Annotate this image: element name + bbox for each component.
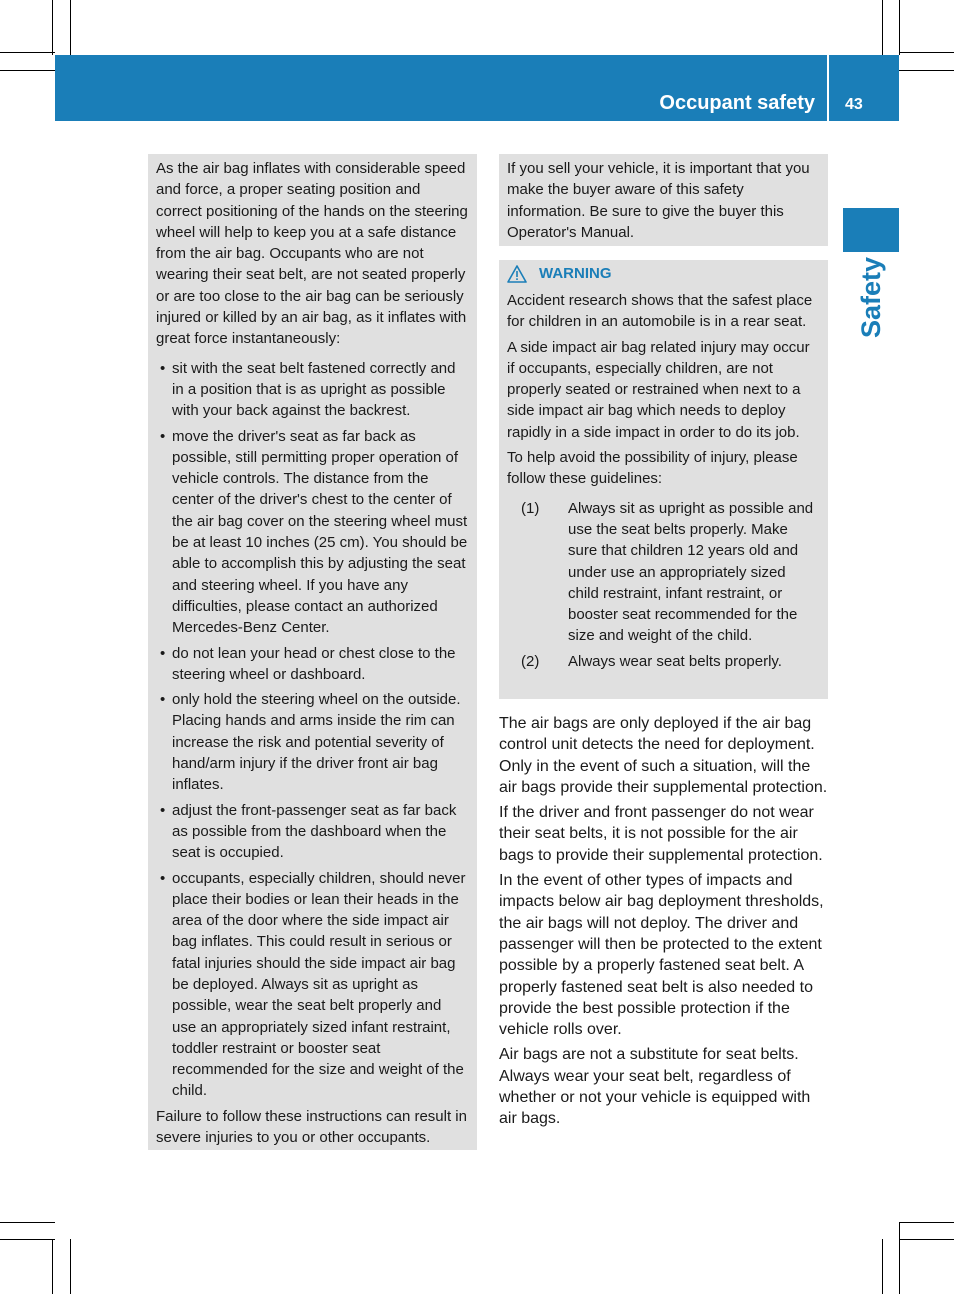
intro-paragraph: As the air bag inflates with considerable speed and force, a proper seating position and correct positioning of the hands on the steering wheel will help to keep you at a safe distance from the air bag. Occupants who are not wearing their seat belt, are not seated properly or are too close to the air bag can be seriously injured or killed by an air bag, as it inflates with great force instantaneously: [156, 160, 468, 348]
list-item: • move the driver's seat as far back as possible, still permitting proper operation of vehicle controls. The distance from the center of the driver's chest to the center of the air bag cover on the steering wheel must be at least 10 inches (25 cm). You should be able to accomplish this by adjusting the seat and steering wheel. If you have any difficulties, please contact an authorized Mercedes-Benz Center. [160, 427, 468, 637]
body-paragraph: Air bags are not a substitute for seat belts. Always wear your seat belt, regardless of whether or not your vehicle is equipped with air bags. [499, 1046, 811, 1128]
outro-paragraph: Failure to follow these instructions can result in severe injuries to you or other occupants. [156, 1107, 467, 1147]
list-item [507, 498, 820, 647]
section-title: Occupant safety [659, 92, 815, 114]
warning-paragraph: To help avoid the possibility of injury, please follow these guidelines: [507, 449, 798, 488]
step-number: (2) [521, 652, 540, 670]
list-item: • adjust the front-passenger seat as far back as possible from the dashboard when the seat is occupied. [160, 801, 457, 862]
header-divider [827, 55, 829, 121]
step-text: Always sit as upright as possible and use the seat belts properly. Make sure that children 12 years old and under use an appropriately sized child restraint, infant restraint, or booster seat recommended for the size and weight of the child. [568, 499, 814, 645]
side-tab-label: Safety [856, 256, 886, 338]
warning-heading [507, 264, 820, 284]
list-item: • only hold the steering wheel on the outside. Placing hands and arms inside the rim can increase the risk and potential severity of hand/arm injury if the driver front air bag inflates. [160, 691, 461, 794]
instruction-list [156, 358, 469, 1102]
page-number: 43 [845, 96, 863, 113]
warning-box [499, 260, 828, 699]
body-paragraph: In the event of other types of impacts and impacts below air bag deployment thresholds, the air bags will not deploy. The driver and passenger will then be protected to the extent possible by a properly fastened seat belt. A properly fastened seat belt is also needed to provide the best possible protection if the vehicle rolls over. [499, 872, 824, 1039]
warning-paragraph: Accident research shows that the safest place for children in an automobile is in a rear seat. [507, 292, 813, 331]
warning-triangle-icon [507, 265, 527, 283]
warning-label: WARNING [539, 265, 612, 282]
side-tab-marker [843, 208, 899, 252]
resale-info-text: If you sell your vehicle, it is important that you make the buyer aware of this safety information. Be sure to give the buyer this Operator's Manual. [507, 160, 810, 241]
body-paragraph: The air bags are only deployed if the air bag control unit detects the need for deployment. Only in the event of such a situation, will the air bags provide their supplemental protection. [499, 715, 828, 796]
body-paragraph: If the driver and front passenger do not wear their seat belts, it is not possible for the air bags to provide their supplemental protection. [499, 804, 823, 864]
list-item [507, 651, 820, 672]
guideline-list [507, 498, 820, 672]
body-text [499, 713, 832, 1134]
step-number: (1) [521, 499, 540, 517]
list-item: • sit with the seat belt fastened correctly and in a position that is as upright as possible with your back against the backrest. [160, 359, 456, 420]
step-text: Always wear seat belts properly. [568, 652, 782, 670]
list-item: • occupants, especially children, should never place their bodies or lean their heads in the area of the door where the side impact air bag inflates. This could result in serious or fatal injuries should the side impact air bag be deployed. Always sit as upright as possible, wear the seat belt properly and use an appropriately sized infant restraint, toddler restraint or booster seat recommended for the size and weight of the child. [160, 869, 466, 1100]
page-header [55, 55, 899, 121]
safety-instructions-box [148, 154, 477, 1150]
resale-info-box [499, 154, 828, 246]
list-item: • do not lean your head or chest close to the steering wheel or dashboard. [160, 644, 456, 683]
warning-paragraph: A side impact air bag related injury may occur if occupants, especially children, are not properly seated or restrained when next to a side impact air bag which needs to deploy rapidly in a side impact in order to do its job. [507, 338, 810, 441]
